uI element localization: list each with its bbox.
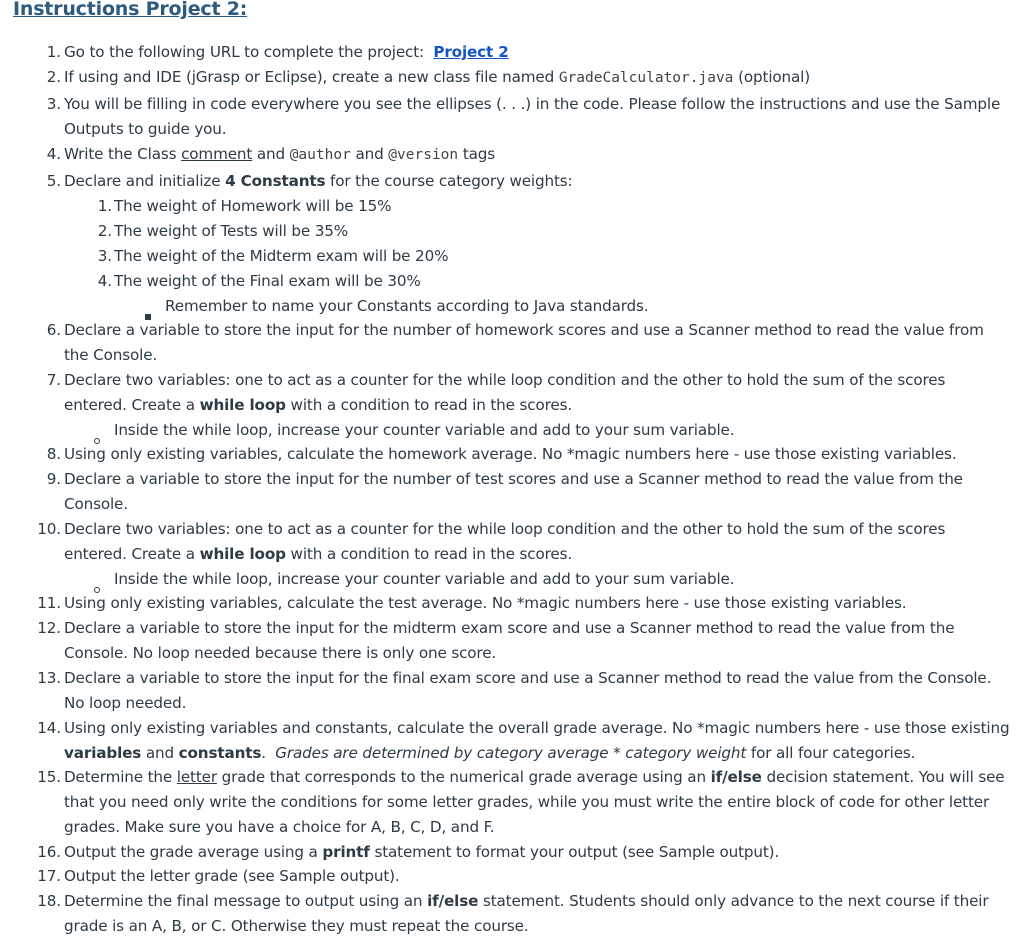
step-1: 1. Go to the following URL to complete the project: Project 2: [46, 43, 509, 61]
step-17: 17. Output the letter grade (see Sample output).: [37, 867, 400, 885]
sub-item: 1. The weight of Homework will be 15%: [97, 197, 392, 215]
step-9: 9. Declare a variable to store the input for the number of test scores and use a Scanner method to read the value from the Console.: [46, 470, 963, 513]
step-3: 3. You will be filling in code everywhere you see the ellipses (. . .) in the code. Please follow the instructions and use the Sample Outputs to guide you.: [46, 95, 1001, 138]
step-2: 2. If using and IDE (jGrasp or Eclipse), create a new class file named GradeCalculator.java (optional): [46, 68, 811, 86]
page-heading: Instructions Project 2:: [13, 0, 248, 20]
step-8: 8. Using only existing variables, calculate the homework average. No *magic numbers here - use those existing variables.: [46, 445, 957, 463]
bullet-loop-homework: Inside the while loop, increase your counter variable and add to your sum variable.: [114, 418, 734, 443]
bullet-loop-tests: Inside the while loop, increase your counter variable and add to your sum variable.: [114, 567, 734, 592]
step-7: 7. Declare two variables: one to act as a counter for the while loop condition and the other to hold the sum of the scores entered. Create a while loop with a condition to read in the scores.: [46, 371, 946, 414]
comment-link-text: comment: [181, 145, 253, 163]
sub-item: 2. The weight of Tests will be 35%: [97, 222, 349, 240]
step-11: 11. Using only existing variables, calculate the test average. No *magic numbers here - use those existing variables.: [37, 594, 907, 612]
sub-item: 4. The weight of the Final exam will be 30%: [97, 272, 421, 290]
step-13: 13. Declare a variable to store the input for the final exam score and use a Scanner method to read the value from the Console. No loop needed.: [37, 669, 992, 712]
step-6: 6. Declare a variable to store the input for the number of homework scores and use a Scanner method to read the value from the Console.: [46, 321, 984, 364]
step-10: 10. Declare two variables: one to act as a counter for the while loop condition and the other to hold the sum of the scores entered. Create a while loop with a condition to read in the scores.: [37, 520, 946, 563]
step-15: 15. Determine the letter grade that corresponds to the numerical grade average using an if/else decision statement. You will see that you need only write the conditions for some letter grades, while you must write the entire block of code for other letter grades. Make sure you have a choice for A, B, C, D, and F.: [37, 768, 1005, 836]
bullet-constants: Remember to name your Constants according to Java standards.: [165, 294, 649, 319]
step-14: 14. Using only existing variables and constants, calculate the overall grade average. No *magic numbers here - use those existing variables and constants. Grades are determined by category average * category weight for all four categories.: [37, 719, 1010, 762]
step-4: 4. Write the Class comment and @author and @version tags: [46, 145, 496, 163]
step-18: 18. Determine the final message to output using an if/else statement. Students should only advance to the next course if their grade is an A, B, or C. Otherwise they must repeat the course.: [37, 892, 989, 935]
class-file-name: GradeCalculator.java: [558, 70, 734, 86]
project-2-link[interactable]: Project 2: [433, 43, 509, 61]
sub-item: 3. The weight of the Midterm exam will be 20%: [97, 247, 449, 265]
step-5: 5. Declare and initialize 4 Constants for the course category weights:: [46, 172, 573, 190]
step-12: 12. Declare a variable to store the input for the midterm exam score and use a Scanner method to read the value from the Console. No loop needed because there is only one score.: [37, 619, 955, 662]
step-16: 16. Output the grade average using a printf statement to format your output (see Sample output).: [37, 843, 780, 861]
